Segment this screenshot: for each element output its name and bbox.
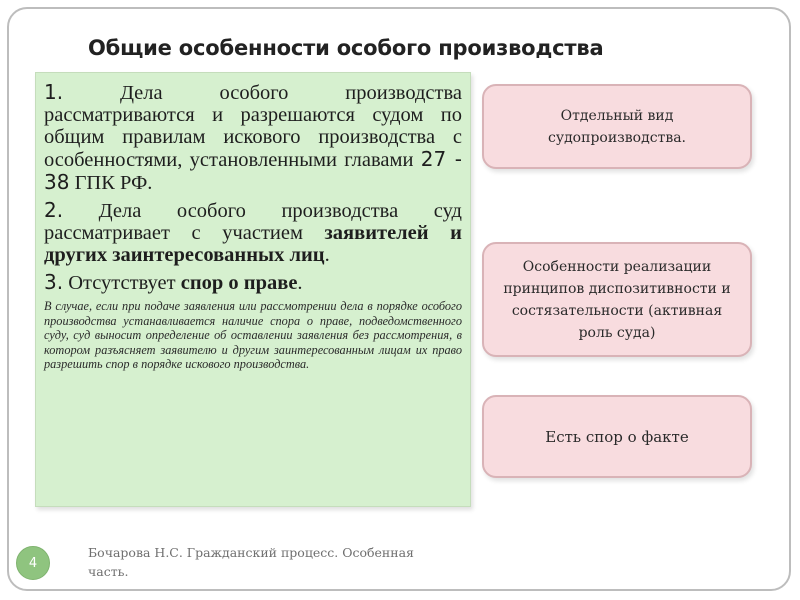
point-2 [44, 199, 462, 266]
feature-box-3-text: Есть спор о факте [545, 427, 689, 446]
point-2-number: 2. [44, 198, 64, 222]
point-3-number: 3. [44, 270, 64, 294]
point-2-tail: . [324, 244, 330, 266]
italic-note: В случае, если при подаче заявления или рассмотрении дела в порядке особого производства устанавливается наличие спора о праве, подведомственного суду, суд выносит определение об оставлении заявления без рассмотрения, в котором разъясняет заявителю и другим заинтересованным лицам их право разрешить спор в порядке искового производства. [44, 299, 462, 371]
point-2-text: Дела особого производства суд рассматривает с участием [44, 200, 462, 244]
point-1-tail: ГПК РФ. [69, 172, 153, 194]
footer-source: Бочарова Н.С. Гражданский процесс. Особенная часть. [88, 545, 414, 579]
point-3-text: Отсутствует [63, 272, 181, 294]
main-content-box [35, 72, 471, 507]
feature-box-separate-proceeding [482, 84, 752, 169]
page-number-badge: 4 [16, 546, 50, 580]
point-2-bold: заявителей и других заинтересованных лиц [44, 222, 462, 266]
point-1 [44, 81, 462, 194]
feature-box-1-text: Отдельный вид судопроизводства. [547, 107, 686, 146]
feature-box-fact-dispute [482, 395, 752, 478]
point-1-text: Дела особого производства рассматриваются и разрешаются судом по общим правилам искового производства с особенностями, установленными главами [44, 82, 462, 171]
point-3-tail: . [297, 272, 303, 294]
point-3 [44, 271, 462, 294]
feature-box-2-text: Особенности реализации принципов диспозитивности и состязательности (активная роль суда) [503, 258, 731, 341]
point-1-chapters: 27 - 38 [44, 147, 462, 194]
point-3-bold: спор о праве [180, 272, 298, 294]
point-1-number: 1. [44, 80, 64, 104]
feature-box-principles [482, 242, 752, 357]
slide-title: Общие особенности особого производства [88, 36, 604, 60]
